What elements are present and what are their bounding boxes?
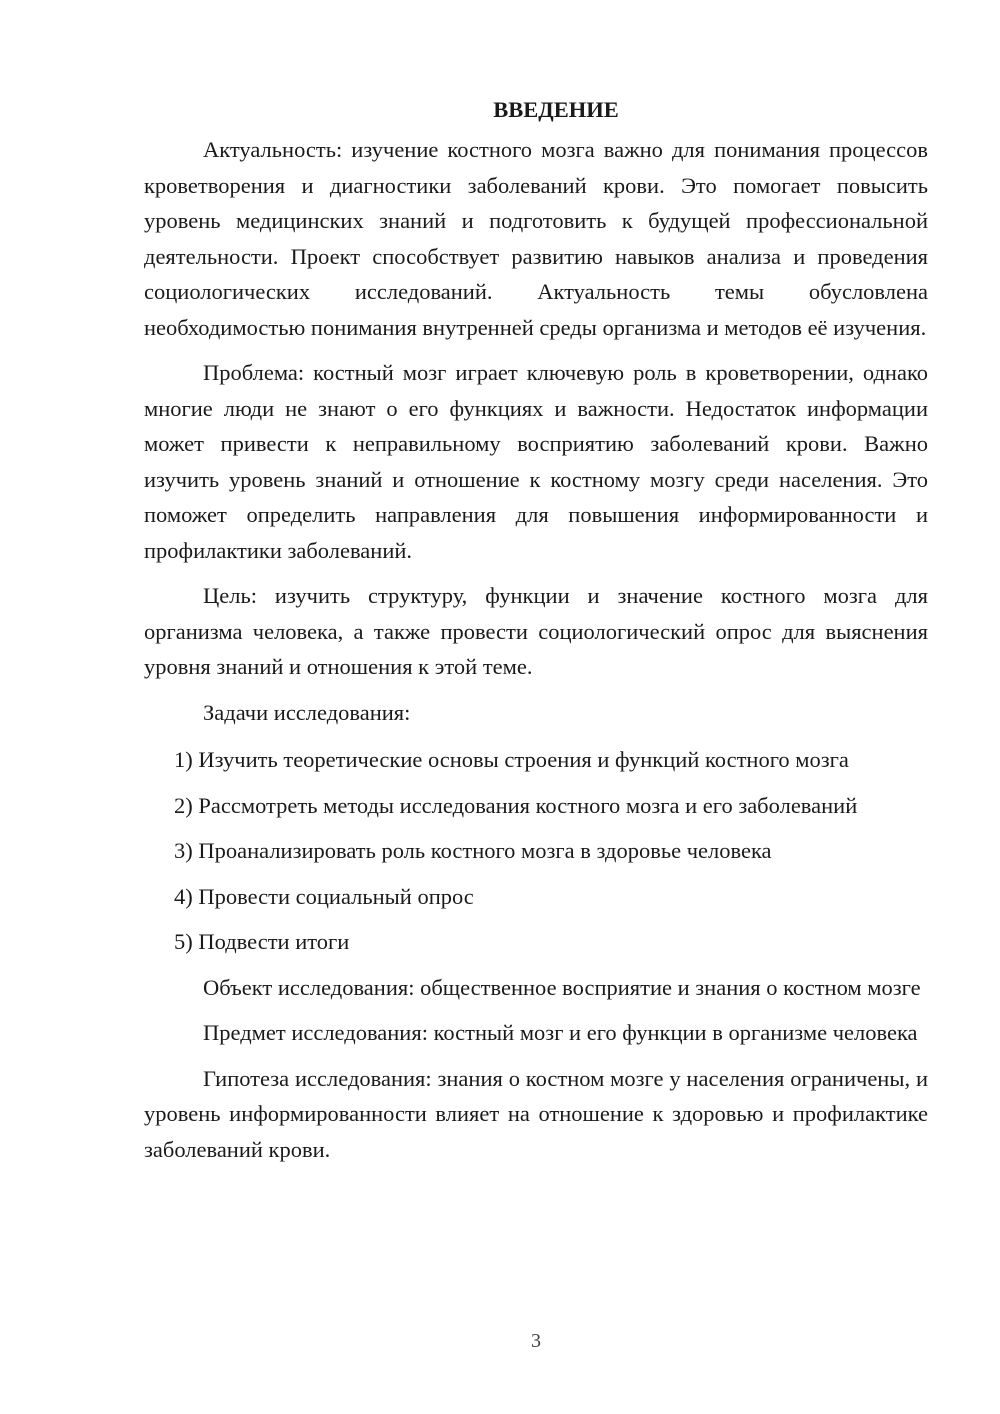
tasks-list	[144, 742, 928, 960]
page-number: 3	[531, 1330, 541, 1352]
paragraph-object: Объект исследования: общественное восприятие и знания о костном мозге	[203, 974, 921, 1000]
list-item: 1) Изучить теоретические основы строения и функций костного мозга	[174, 747, 849, 772]
paragraph-relevance: Актуальность: изучение костного мозга важно для понимания процессов кроветворения и диагностики заболеваний крови. Это помогает повысить уровень медицинских знаний и подготовить к будущей профессиональной деятельности. Проект способствует развитию навыков анализа и проведения социологических исследований. Актуальность темы обусловлена необходимостью понимания внутренней среды организма и методов её изучения.	[144, 137, 928, 340]
section-title: ВВЕДЕНИЕ	[493, 97, 619, 122]
page-content	[144, 92, 928, 1167]
list-item: 2) Рассмотреть методы исследования костного мозга и его заболеваний	[174, 792, 858, 818]
paragraph-subject: Предмет исследования: костный мозг и его функции в организме человека	[203, 1020, 918, 1045]
list-item: 4) Провести социальный опрос	[174, 883, 474, 909]
list-item: 5) Подвести итоги	[174, 929, 350, 954]
paragraph-problem: Проблема: костный мозг играет ключевую роль в кроветворении, однако многие люди не знают о его функциях и важности. Недостаток информации может привести к неправильному восприятию заболеваний крови. Важно изучить уровень знаний и отношение к костному мозгу среди населения. Это поможет определить направления для повышения информированности и профилактики заболеваний.	[144, 360, 928, 563]
paragraph-goal: Цель: изучить структуру, функции и значение костного мозга для организма человека, а также провести социологический опрос для выяснения уровня знаний и отношения к этой теме.	[144, 583, 928, 679]
tasks-heading: Задачи исследования:	[203, 699, 411, 725]
paragraph-hypothesis: Гипотеза исследования: знания о костном мозге у населения ограничены, и уровень информированности влияет на отношение к здоровью и профилактике заболеваний крови.	[144, 1065, 928, 1162]
list-item: 3) Проанализировать роль костного мозга в здоровье человека	[174, 838, 772, 863]
